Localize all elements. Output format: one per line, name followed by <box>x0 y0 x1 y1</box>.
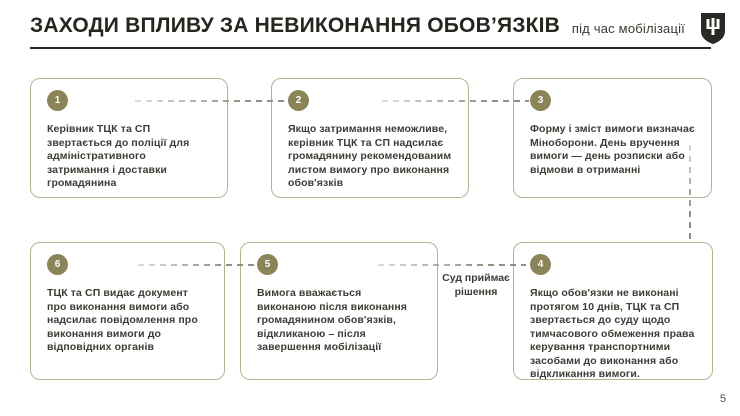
step-number-badge: 4 <box>530 254 551 275</box>
step-text: Якщо обов'язки не виконані протягом 10 днів, ТЦК та СП звертається до суду щодо тимчасового обмеження права керування транспортними засобами до виконання або відкликання вимоги. <box>530 287 695 380</box>
step-card-1 <box>30 78 228 198</box>
page-title: ЗАХОДИ ВПЛИВУ ЗА НЕВИКОНАННЯ ОБОВ’ЯЗКІВ <box>30 14 561 37</box>
mobilization-badge: під час мобілізації <box>571 21 685 36</box>
connector-step2-step3 <box>382 100 529 102</box>
header-divider <box>30 47 711 49</box>
step-card-6 <box>30 242 225 380</box>
step-number-badge: 2 <box>288 90 309 111</box>
step-text: ТЦК та СП видає документ про виконання вимоги або надсилає повідомлення про виконання вимоги до відповідних органів <box>47 287 198 353</box>
step-card-5 <box>240 242 438 380</box>
step-number-badge: 6 <box>47 254 68 275</box>
step-text: Керівник ТЦК та СП звертається до поліції для адміністративного затримання і доставки громадянина <box>47 123 190 189</box>
step-card-3 <box>513 78 712 198</box>
court-decision-label: Суд приймає рішення <box>442 272 510 298</box>
connector-step6-step5 <box>138 264 257 266</box>
connector-step3-step4 <box>689 145 691 242</box>
step-text: Якщо затримання неможливе, керівник ТЦК та СП надсилає громадянину рекомендованим листом вимогу про виконання обов'язків <box>288 123 452 189</box>
connector-step5-step4 <box>378 264 526 266</box>
step-number-badge: 1 <box>47 90 68 111</box>
step-number-badge: 5 <box>257 254 278 275</box>
armed-forces-shield-trident-icon <box>699 12 727 45</box>
step-card-4 <box>513 242 713 380</box>
step-card-2 <box>271 78 469 198</box>
connector-step1-step2 <box>135 100 287 102</box>
step-number-badge: 3 <box>530 90 551 111</box>
step-text: Вимога вважається виконаною після виконання громадянином обов'язків, відкликаною – після завершення мобілізації <box>257 287 408 353</box>
page-number: 5 <box>719 393 726 405</box>
step-text: Форму і зміст вимоги визначає Міноборони. День вручення вимоги — день розписки або відмови в отриманні <box>530 123 695 176</box>
